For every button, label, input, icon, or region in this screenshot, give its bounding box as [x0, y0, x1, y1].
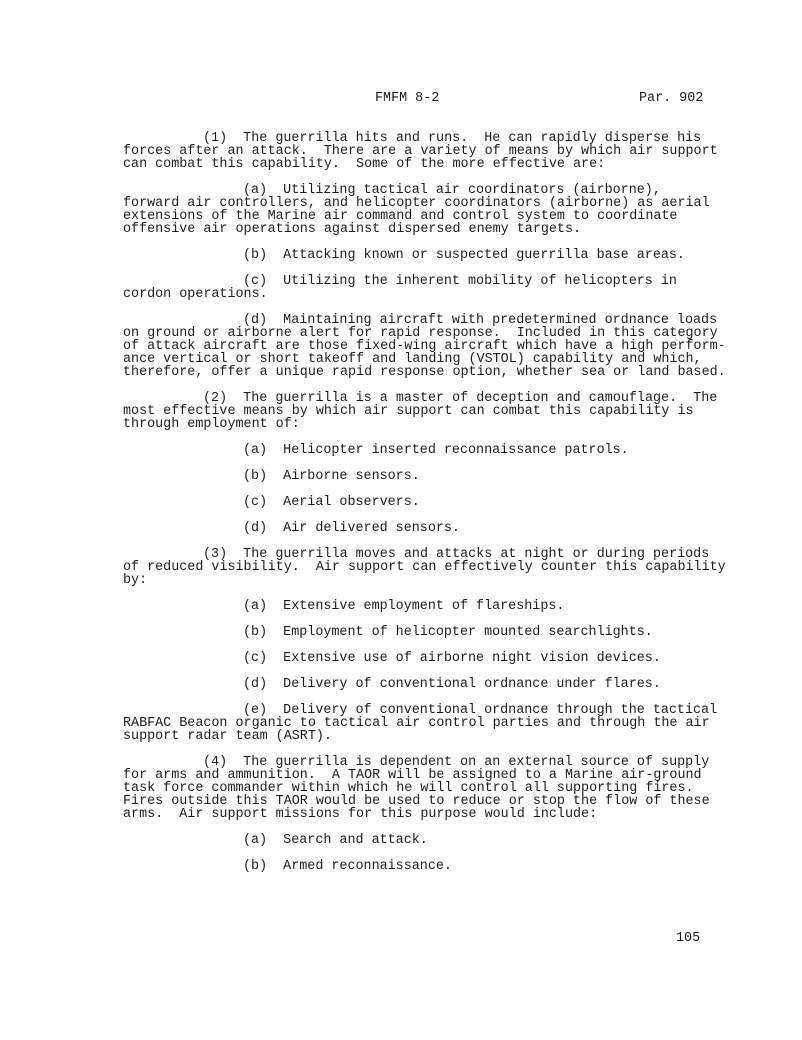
paragraph	[123, 704, 717, 743]
text-line: (a) Search and attack.	[243, 833, 428, 848]
paragraph	[123, 184, 710, 236]
text-line: of attack aircraft are those fixed-wing aircraft which have a high perform-	[123, 339, 726, 354]
paragraph	[123, 548, 726, 587]
text-line: RABFAC Beacon organic to tactical air control parties and through the air	[123, 716, 710, 731]
text-line: offensive air operations against dispersed enemy targets.	[123, 222, 582, 237]
paragraph-number: Par. 902	[639, 91, 704, 106]
text-line: therefore, offer a unique rapid response option, whether sea or land based.	[123, 365, 726, 380]
text-line: by:	[123, 573, 148, 588]
text-line: cordon operations.	[123, 287, 268, 302]
paragraph	[123, 522, 460, 535]
manual-title: FMFM 8-2	[375, 91, 440, 106]
paragraph	[123, 834, 428, 847]
paragraph	[123, 444, 629, 457]
paragraph	[123, 860, 452, 873]
text-line: (a) Helicopter inserted reconnaissance patrols.	[243, 443, 629, 458]
paragraph	[123, 392, 717, 431]
text-line: (c) Extensive use of airborne night vision devices.	[243, 651, 661, 666]
text-line: forward air controllers, and helicopter coordinators (airborne) as aerial	[123, 196, 710, 211]
page-number: 105	[676, 931, 701, 946]
text-line: (d) Delivery of conventional ordnance under flares.	[243, 677, 661, 692]
text-line: through employment of:	[123, 417, 300, 432]
text-line: (c) Aerial observers.	[243, 495, 420, 510]
text-line: (c) Utilizing the inherent mobility of helicopters in	[243, 274, 677, 289]
text-line: of reduced visibility. Air support can effectively counter this capability	[123, 560, 726, 575]
text-line: (b) Attacking known or suspected guerrilla base areas.	[243, 248, 685, 263]
text-line: (a) Utilizing tactical air coordinators (airborne),	[243, 183, 661, 198]
paragraph	[123, 275, 677, 301]
text-line: task force commander within which he will control all supporting fires.	[123, 781, 694, 796]
text-line: (e) Delivery of conventional ordnance through the tactical	[243, 703, 718, 718]
text-line: (d) Maintaining aircraft with predetermined ordnance loads	[243, 313, 718, 328]
paragraph	[123, 678, 661, 691]
text-line: for arms and ammunition. A TAOR will be assigned to a Marine air-ground	[123, 768, 702, 783]
text-line: (2) The guerrilla is a master of deception and camouflage. The	[203, 391, 718, 406]
paragraph	[123, 470, 420, 483]
text-line: (b) Airborne sensors.	[243, 469, 420, 484]
text-line: on ground or airborne alert for rapid response. Included in this category	[123, 326, 718, 341]
text-line: (d) Air delivered sensors.	[243, 521, 460, 536]
text-line: Fires outside this TAOR would be used to reduce or stop the flow of these	[123, 794, 710, 809]
text-line: support radar team (ASRT).	[123, 729, 332, 744]
text-line: (a) Extensive employment of flareships.	[243, 599, 565, 614]
paragraph	[123, 652, 661, 665]
text-line: (4) The guerrilla is dependent on an external source of supply	[203, 755, 710, 770]
paragraph	[123, 314, 726, 379]
text-line: extensions of the Marine air command and control system to coordinate	[123, 209, 678, 224]
paragraph	[123, 496, 420, 509]
paragraph	[123, 626, 653, 639]
text-line: most effective means by which air support can combat this capability is	[123, 404, 694, 419]
text-line: arms. Air support missions for this purpose would include:	[123, 807, 598, 822]
text-line: ance vertical or short takeoff and landing (VSTOL) capability and which,	[123, 352, 702, 367]
paragraph	[123, 756, 710, 821]
text-line: (b) Armed reconnaissance.	[243, 859, 452, 874]
text-line: (3) The guerrilla moves and attacks at night or during periods	[203, 547, 710, 562]
text-line: forces after an attack. There are a variety of means by which air support	[123, 144, 718, 159]
text-line: can combat this capability. Some of the more effective are:	[123, 157, 606, 172]
text-line: (1) The guerrilla hits and runs. He can rapidly disperse his	[203, 131, 702, 146]
paragraph	[123, 249, 685, 262]
paragraph	[123, 600, 564, 613]
paragraph	[123, 132, 718, 171]
text-line: (b) Employment of helicopter mounted searchlights.	[243, 625, 653, 640]
